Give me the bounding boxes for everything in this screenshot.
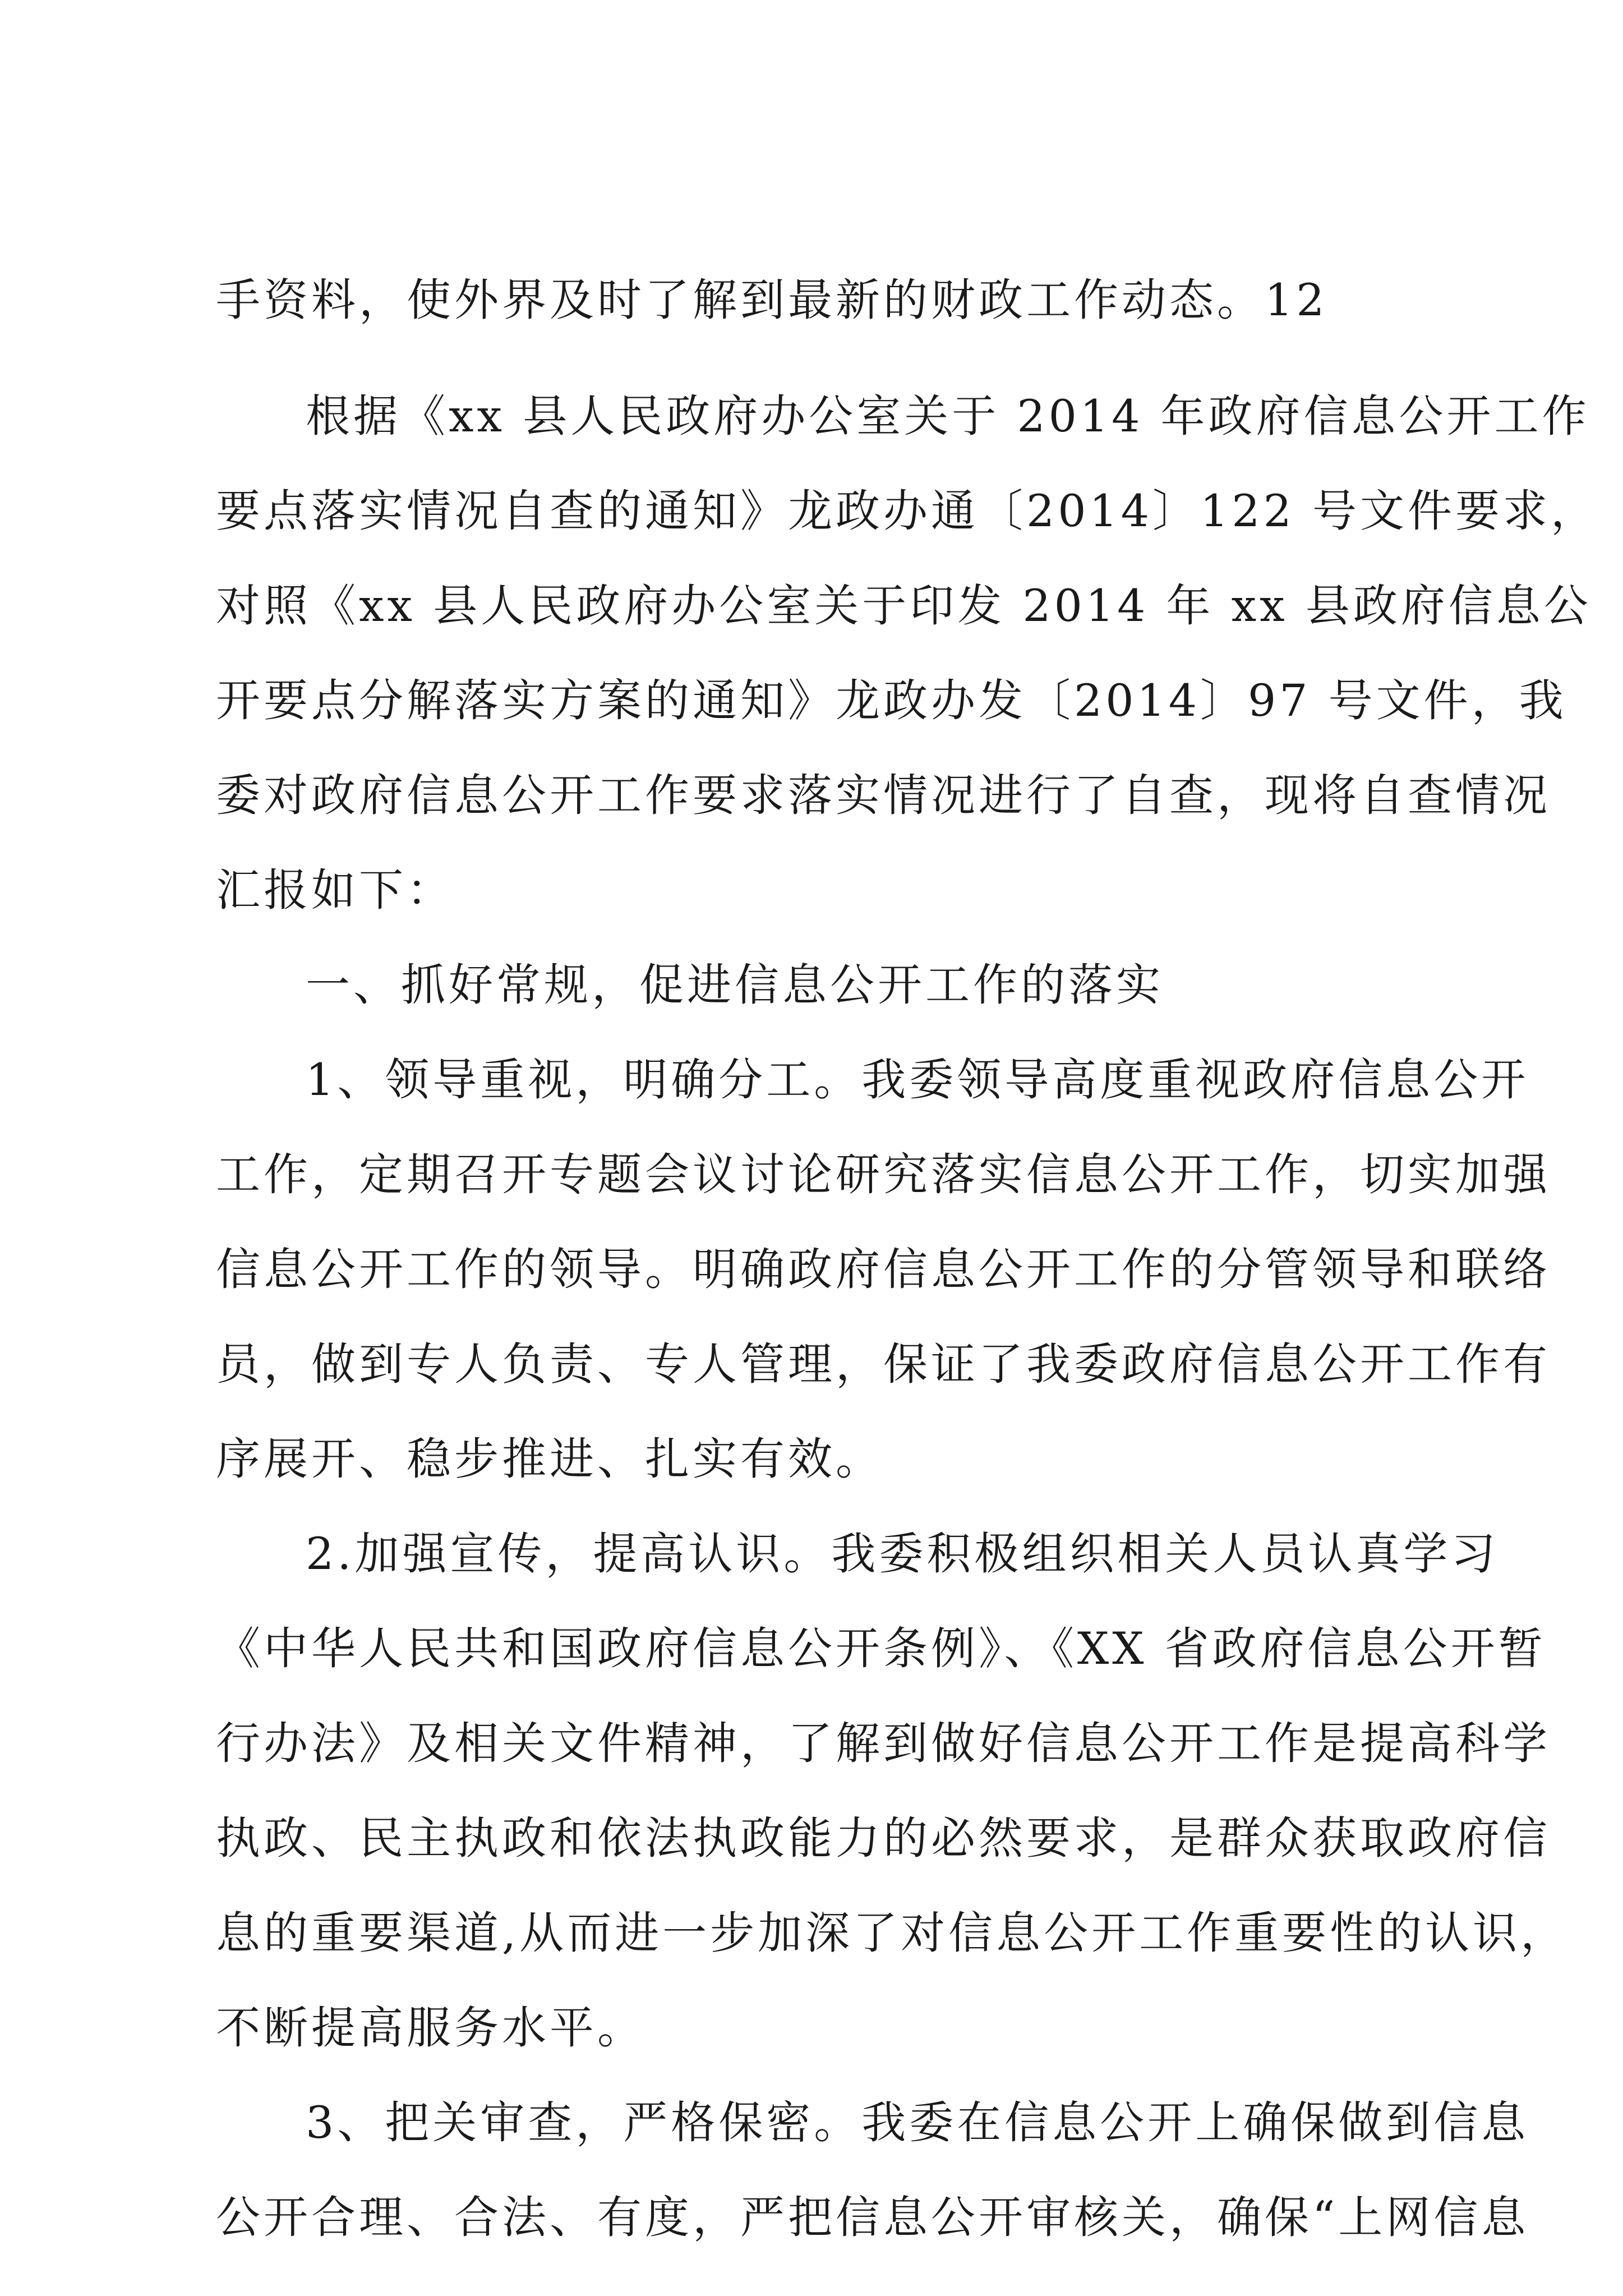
text-line: 序展开、稳步推进、扎实有效。 bbox=[216, 1433, 883, 1485]
text-line: 汇报如下： bbox=[216, 864, 454, 916]
text-line: 对照《xx 县人民政府办公室关于印发 2014 年 xx 县政府信息公 bbox=[216, 580, 1592, 632]
text-line: 公开合理、合法、有度，严把信息公开审核关，确保“上网信息 bbox=[216, 2192, 1529, 2243]
text-line: 执政、民主执政和依法执政能力的必然要求，是群众获取政府信 bbox=[216, 1812, 1551, 1864]
text-line: 根据《xx 县人民政府办公室关于 2014 年政府信息公开工作 bbox=[306, 390, 1590, 442]
section-heading: 一、抓好常规，促进信息公开工作的落实 bbox=[306, 959, 1164, 1011]
text-line: 要点落实情况自查的通知》龙政办通〔2014〕122 号文件要求， bbox=[216, 485, 1598, 537]
text-line: 1、领导重视，明确分工。我委领导高度重视政府信息公开 bbox=[306, 1054, 1529, 1106]
text-line: 委对政府信息公开工作要求落实情况进行了自查，现将自查情况 bbox=[216, 770, 1551, 821]
text-line: 信息公开工作的领导。明确政府信息公开工作的分管领导和联络 bbox=[216, 1244, 1551, 1295]
text-line: 息的重要渠道,从而进一步加深了对信息公开工作重要性的认识， bbox=[216, 1907, 1569, 1959]
text-line: 员，做到专人负责、专人管理，保证了我委政府信息公开工作有 bbox=[216, 1338, 1551, 1390]
text-line: 《中华人民共和国政府信息公开条例》、《XX 省政府信息公开暂 bbox=[216, 1623, 1546, 1674]
text-line: 行办法》及相关文件精神，了解到做好信息公开工作是提高科学 bbox=[216, 1718, 1551, 1769]
text-line: 手资料，使外界及时了解到最新的财政工作动态。12 bbox=[216, 274, 1328, 326]
text-line: 2.加强宣传，提高认识。我委积极组织相关人员认真学习 bbox=[306, 1528, 1499, 1580]
text-line: 3、把关审查，严格保密。我委在信息公开上确保做到信息 bbox=[306, 2097, 1529, 2148]
text-line: 工作，定期召开专题会议讨论研究落实信息公开工作，切实加强 bbox=[216, 1149, 1551, 1200]
text-line: 不断提高服务水平。 bbox=[216, 2002, 645, 2054]
text-line: 开要点分解落实方案的通知》龙政办发〔2014〕97 号文件，我 bbox=[216, 675, 1567, 726]
